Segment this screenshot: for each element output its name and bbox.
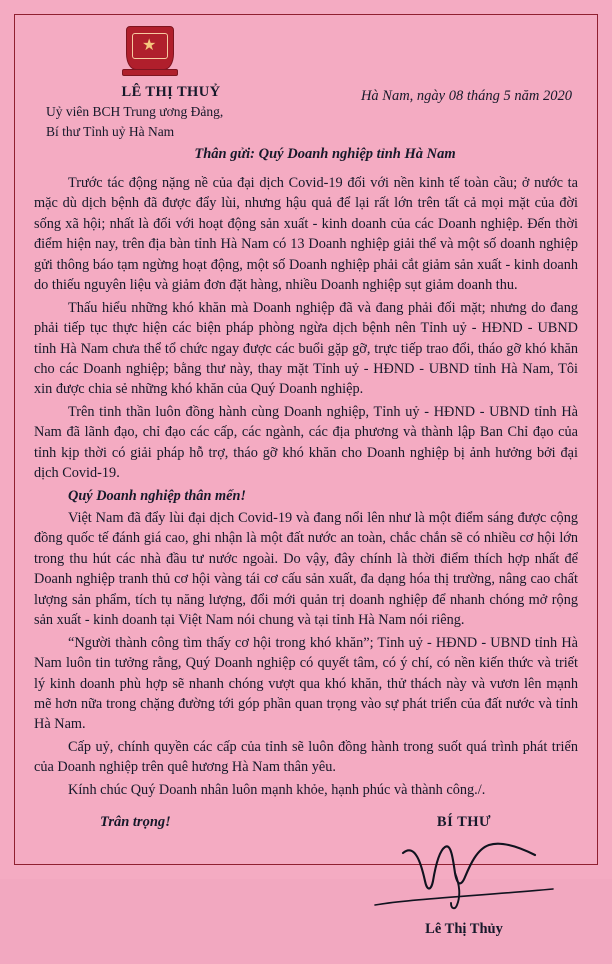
handwritten-signature-icon bbox=[369, 833, 559, 919]
party-emblem-icon bbox=[120, 26, 180, 78]
paragraph: Trước tác động nặng nề của đại dịch Covid-19 đối với nền kinh tế toàn cầu; ở nước ta mặc dù dịch bệnh đã được đẩy lùi, nhưng hậu quả để lại rất lớn trên tất cả mọi mặt của đời sống xã hội; nhất là đối với hoạt động sản xuất - kinh doanh của các Doanh nghiệp. Đến thời điểm hiện nay, trên địa bàn tỉnh Hà Nam có 13 Doanh nghiệp giải thể và một số doanh nghiệp gửi thông báo tạm ngừng hoạt động, một số Doanh nghiệp phải cắt giảm sản xuất - kinh doanh do thiếu nguyên liệu và giảm đơn đặt hàng, nhiều Doanh nghiệp sụt giảm doanh thu. bbox=[34, 175, 578, 294]
letter-header bbox=[34, 24, 578, 140]
sender-name: LÊ THỊ THUỶ bbox=[121, 84, 221, 100]
sender-block bbox=[46, 84, 346, 141]
signature-area bbox=[34, 814, 578, 964]
paragraph: “Người thành công tìm thấy cơ hội trong khó khăn”; Tỉnh uỷ - HĐND - UBND tỉnh Hà Nam luôn tin tưởng rằng, Quý Doanh nghiệp có quyết tâm, có ý chí, có nền kiến thức và triết lý kinh doanh phù hợp sẽ nhanh chóng vượt qua khó khăn, thử thách này và vươn lên mạnh mẽ hơn nữa trong chặng đường tới góp phần quan trọng vào sự phát triển của đất nước và tỉnh Hà Nam. bbox=[34, 634, 578, 733]
emblem-star-icon: ★ bbox=[142, 37, 157, 54]
sender-role-line1: Uỷ viên BCH Trung ương Đảng, bbox=[46, 104, 224, 119]
signer-name: Lê Thị Thủy bbox=[425, 921, 503, 938]
regards-text: Trân trọng! bbox=[100, 814, 171, 831]
subheading: Quý Doanh nghiệp thân mến! bbox=[68, 487, 246, 504]
paragraph: Kính chúc Quý Doanh nhân luôn mạnh khỏe, hạnh phúc và thành công./. bbox=[68, 781, 486, 798]
signer-title: BÍ THƯ bbox=[436, 814, 492, 831]
emblem-base bbox=[122, 69, 178, 76]
paragraph: Cấp uỷ, chính quyền các cấp của tỉnh sẽ luôn đồng hành trong suốt quá trình phát triển của Doanh nghiệp trên quê hương Hà Nam thân yêu. bbox=[34, 738, 578, 776]
salutation: Thân gửi: Quý Doanh nghiệp tỉnh Hà Nam bbox=[194, 146, 456, 162]
place-and-date: Hà Nam, ngày 08 tháng 5 năm 2020 bbox=[360, 88, 572, 104]
paragraph: Trên tinh thần luôn đồng hành cùng Doanh nghiệp, Tỉnh uỷ - HĐND - UBND tỉnh Hà Nam đã lãnh đạo, chỉ đạo các cấp, các ngành, các địa phương và thành lập Ban Chỉ đạo của tỉnh kịp thời có giải pháp hỗ trợ, tháo gỡ khó khăn cho Doanh nghiệp bị ảnh hưởng bởi đại dịch Covid-19. bbox=[34, 403, 578, 482]
letter-content bbox=[34, 24, 578, 938]
paragraph: Thấu hiểu những khó khăn mà Doanh nghiệp đã và đang phải đối mặt; nhưng do đang phải tiếp tục thực hiện các biện pháp phòng ngừa dịch bệnh nên Tỉnh uỷ - HĐND - UBND tỉnh Hà Nam chưa thể tổ chức ngay được các buổi gặp gỡ, trực tiếp trao đổi, tháo gỡ khó khăn cho các Doanh nghiệp; bằng thư này, thay mặt Tỉnh uỷ - HĐND - UBND tỉnh Hà Nam, Tôi xin được chia sẻ những khó khăn của Quý Doanh nghiệp. bbox=[34, 299, 578, 398]
paragraph: Việt Nam đã đẩy lùi đại dịch Covid-19 và đang nổi lên như là một điểm sáng được cộng đồng quốc tế đánh giá cao, ghi nhận là một đất nước an toàn, chắc chắn sẽ có nhiều cơ hội lớn trong thu hút các nhà đầu tư nước ngoài. Do vậy, đây chính là thời điểm thích hợp nhất để Doanh nghiệp tranh thủ cơ hội vàng tái cơ cấu sản xuất, đa dạng hóa thị trường, nâng cao chất lượng sản phẩm, tích tụ năng lượng, đổi mới quản trị doanh nghiệp để nhanh chóng mở rộng sản xuất - kinh doanh tại Việt Nam nói chung và tại tỉnh Hà Nam nói riêng. bbox=[34, 510, 578, 629]
sender-role-line2: Bí thư Tỉnh uỷ Hà Nam bbox=[46, 124, 175, 140]
signature-block bbox=[364, 814, 564, 938]
